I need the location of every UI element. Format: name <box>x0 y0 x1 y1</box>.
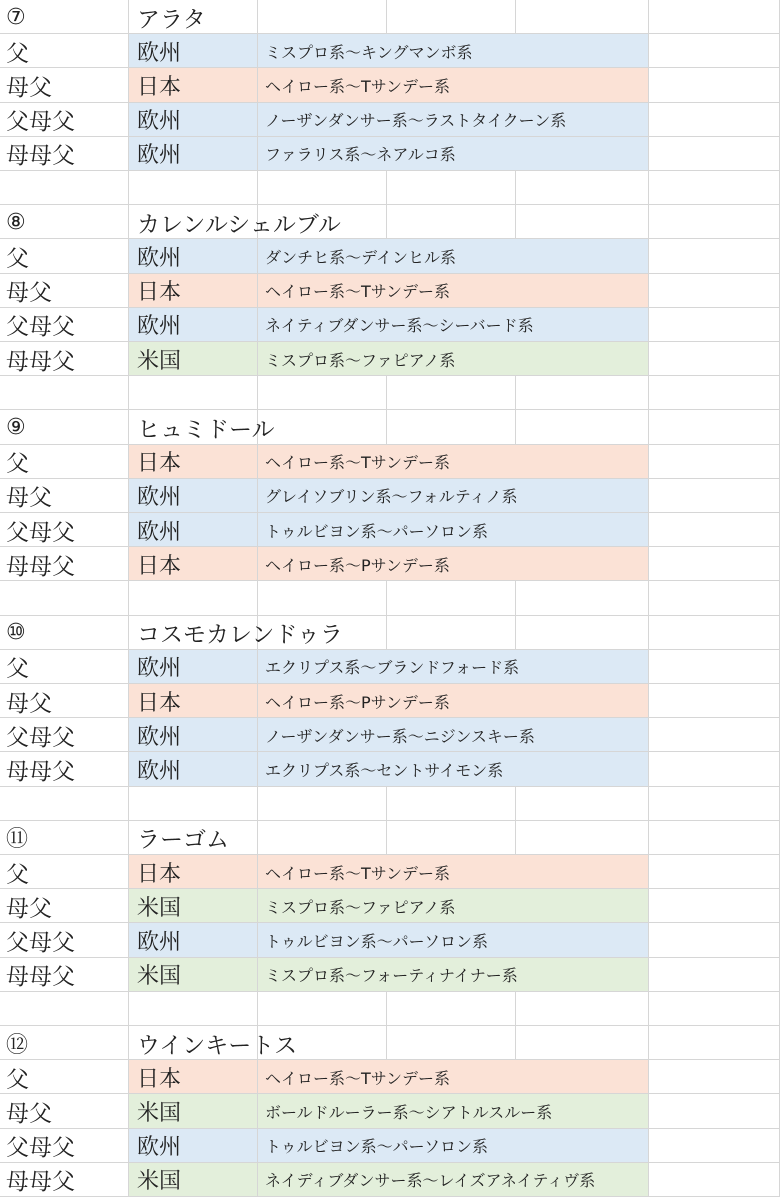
grid-cell[interactable] <box>258 171 387 205</box>
region-label: 欧州 <box>137 245 182 271</box>
grid-cell[interactable] <box>649 581 780 615</box>
pedigree-row <box>0 684 780 718</box>
pedigree-position-label: 父母父 <box>6 1135 75 1162</box>
pedigree-position-label: 母父 <box>6 690 52 717</box>
horse-name: カレンルシェルブル <box>137 211 341 238</box>
region-label: 欧州 <box>137 40 182 66</box>
grid-cell[interactable] <box>387 992 516 1026</box>
pedigree-row <box>0 137 780 171</box>
region-label: 欧州 <box>137 1135 182 1161</box>
grid-line <box>648 923 649 957</box>
region-label: 欧州 <box>137 314 182 340</box>
grid-cell[interactable] <box>516 616 649 650</box>
pedigree-position-label: 母父 <box>6 485 52 512</box>
pedigree-position-label: 父 <box>6 40 29 67</box>
sire-line-text: ミスプロ系～フォーティナイナー系 <box>265 966 518 986</box>
grid-cell[interactable] <box>258 821 387 855</box>
pedigree-position-label: 父 <box>6 451 29 478</box>
grid-cell[interactable] <box>649 547 780 581</box>
horse-number: ⑦ <box>6 4 26 30</box>
grid-cell[interactable] <box>387 1026 516 1060</box>
pedigree-position-label: 父 <box>6 861 29 888</box>
pedigree-row <box>0 650 780 684</box>
region-label: 米国 <box>137 1100 182 1126</box>
spacer-row <box>0 992 780 1026</box>
grid-cell[interactable] <box>258 410 387 444</box>
grid-cell[interactable] <box>516 787 649 821</box>
grid-cell[interactable] <box>387 616 516 650</box>
sire-line-text: ファラリス系～ネアルコ系 <box>265 145 456 165</box>
grid-cell[interactable] <box>516 0 649 34</box>
grid-cell[interactable] <box>258 0 387 34</box>
grid-cell[interactable] <box>387 0 516 34</box>
region-label: 欧州 <box>137 109 182 135</box>
pedigree-row <box>0 923 780 957</box>
pedigree-position-label: 父母父 <box>6 314 75 341</box>
region-label: 米国 <box>137 895 182 921</box>
grid-cell[interactable] <box>516 171 649 205</box>
sire-line-text: ミスプロ系～ファピアノ系 <box>265 897 456 917</box>
grid-line <box>648 1163 649 1197</box>
pedigree-position-label: 母母父 <box>6 1169 75 1196</box>
pedigree-row <box>0 239 780 273</box>
grid-cell[interactable] <box>649 889 780 923</box>
grid-cell[interactable] <box>516 1026 649 1060</box>
grid-cell[interactable] <box>649 479 780 513</box>
grid-cell[interactable] <box>516 376 649 410</box>
sire-line-text: ミスプロ系～キングマンボ系 <box>265 42 473 62</box>
pedigree-position-label: 父母父 <box>6 519 75 546</box>
grid-cell[interactable] <box>516 821 649 855</box>
grid-cell[interactable] <box>258 787 387 821</box>
grid-cell[interactable] <box>649 34 780 68</box>
grid-line <box>648 239 649 273</box>
sire-line-text: ヘイロー系～Pサンデー系 <box>265 555 450 575</box>
pedigree-row <box>0 342 780 376</box>
grid-cell[interactable] <box>258 376 387 410</box>
spacer-row <box>0 376 780 410</box>
pedigree-position-label: 父 <box>6 245 29 272</box>
grid-line <box>648 103 649 137</box>
grid-cell[interactable] <box>0 171 129 205</box>
sire-line-text: ヘイロー系～Tサンデー系 <box>265 453 450 473</box>
pedigree-position-label: 母父 <box>6 895 52 922</box>
grid-cell[interactable] <box>649 1026 780 1060</box>
grid-cell[interactable] <box>649 1094 780 1128</box>
sire-line-text: ボールドルーラー系～シアトルスルー系 <box>265 1102 553 1122</box>
pedigree-position-label: 父母父 <box>6 929 75 956</box>
pedigree-row <box>0 479 780 513</box>
grid-cell[interactable] <box>258 992 387 1026</box>
grid-cell[interactable] <box>649 205 780 239</box>
sire-line-text: グレイソブリン系～フォルティノ系 <box>265 487 518 507</box>
grid-cell[interactable] <box>258 581 387 615</box>
pedigree-position-label: 父母父 <box>6 724 75 751</box>
pedigree-row <box>0 958 780 992</box>
grid-cell[interactable] <box>649 1060 780 1094</box>
pedigree-row <box>0 34 780 68</box>
region-label: 欧州 <box>137 143 182 169</box>
grid-cell[interactable] <box>129 171 258 205</box>
sire-line-text: トゥルビヨン系～パーソロン系 <box>265 521 488 541</box>
grid-cell[interactable] <box>649 137 780 171</box>
grid-cell[interactable] <box>649 684 780 718</box>
grid-line <box>648 445 649 479</box>
grid-line <box>648 547 649 581</box>
pedigree-position-label: 母母父 <box>6 348 75 375</box>
grid-cell[interactable] <box>129 376 258 410</box>
pedigree-row <box>0 1129 780 1163</box>
horse-name: ウインキートス <box>137 1032 298 1059</box>
horse-header-row <box>0 205 780 239</box>
grid-cell[interactable] <box>649 821 780 855</box>
region-label: 欧州 <box>137 519 182 545</box>
horse-name: ラーゴム <box>137 827 229 854</box>
grid-cell[interactable] <box>129 787 258 821</box>
grid-line <box>648 650 649 684</box>
grid-cell[interactable] <box>387 205 516 239</box>
grid-cell[interactable] <box>0 581 129 615</box>
pedigree-row <box>0 1060 780 1094</box>
pedigree-row <box>0 1094 780 1128</box>
grid-line <box>648 752 649 786</box>
grid-line <box>648 889 649 923</box>
pedigree-position-label: 父 <box>6 656 29 683</box>
sire-line-text: ヘイロー系～Tサンデー系 <box>265 863 450 883</box>
grid-cell[interactable] <box>0 992 129 1026</box>
pedigree-row <box>0 308 780 342</box>
grid-line <box>648 308 649 342</box>
grid-line <box>648 1129 649 1163</box>
spacer-row <box>0 171 780 205</box>
pedigree-position-label: 母母父 <box>6 553 75 580</box>
horse-header-row <box>0 1026 780 1060</box>
grid-cell[interactable] <box>516 205 649 239</box>
horse-number: ⑫ <box>6 1032 29 1058</box>
horse-number: ⑧ <box>6 209 26 235</box>
pedigree-position-label: 母父 <box>6 280 52 307</box>
pedigree-position-label: 母母父 <box>6 143 75 170</box>
region-label: 米国 <box>137 1169 182 1195</box>
region-label: 米国 <box>137 964 182 990</box>
region-label: 米国 <box>137 348 182 374</box>
grid-line <box>648 855 649 889</box>
sire-line-text: ネイティブダンサー系～シーバード系 <box>265 316 534 336</box>
grid-cell[interactable] <box>649 992 780 1026</box>
grid-cell[interactable] <box>649 376 780 410</box>
pedigree-row <box>0 103 780 137</box>
grid-cell[interactable] <box>516 992 649 1026</box>
grid-cell[interactable] <box>649 958 780 992</box>
grid-cell[interactable] <box>387 787 516 821</box>
horse-header-row <box>0 0 780 34</box>
horse-number: ⑩ <box>6 620 26 646</box>
region-label: 日本 <box>137 451 182 477</box>
grid-cell[interactable] <box>649 274 780 308</box>
pedigree-row <box>0 547 780 581</box>
region-label: 欧州 <box>137 758 182 784</box>
grid-cell[interactable] <box>129 992 258 1026</box>
horse-header-row <box>0 616 780 650</box>
grid-cell[interactable] <box>649 171 780 205</box>
horse-number: ⑪ <box>6 827 29 853</box>
sire-line-text: ミスプロ系～ファピアノ系 <box>265 350 456 370</box>
region-label: 欧州 <box>137 724 182 750</box>
pedigree-position-label: 父 <box>6 1066 29 1093</box>
grid-line <box>648 34 649 68</box>
grid-line <box>648 718 649 752</box>
horse-name: アラタ <box>137 6 206 33</box>
grid-cell[interactable] <box>649 239 780 273</box>
grid-cell[interactable] <box>387 410 516 444</box>
region-label: 欧州 <box>137 485 182 511</box>
grid-cell[interactable] <box>649 616 780 650</box>
grid-cell[interactable] <box>649 855 780 889</box>
grid-cell[interactable] <box>649 718 780 752</box>
region-label: 日本 <box>137 1066 182 1092</box>
grid-cell[interactable] <box>649 1129 780 1163</box>
grid-cell[interactable] <box>649 410 780 444</box>
grid-line <box>648 684 649 718</box>
grid-cell[interactable] <box>516 410 649 444</box>
sire-line-text: ノーザンダンサー系～ラストタイクーン系 <box>265 111 567 131</box>
sire-line-text: トゥルビヨン系～パーソロン系 <box>265 931 488 951</box>
pedigree-position-label: 母父 <box>6 74 52 101</box>
sire-line-text: ヘイロー系～Pサンデー系 <box>265 692 450 712</box>
grid-line <box>648 137 649 171</box>
pedigree-row <box>0 718 780 752</box>
sire-line-text: ダンチヒ系～デインヒル系 <box>265 247 457 267</box>
region-label: 欧州 <box>137 656 182 682</box>
grid-cell[interactable] <box>387 581 516 615</box>
region-label: 日本 <box>137 861 182 887</box>
grid-line <box>648 479 649 513</box>
sire-line-text: エクリプス系～セントサイモン系 <box>265 760 504 780</box>
grid-cell[interactable] <box>129 581 258 615</box>
grid-cell[interactable] <box>516 581 649 615</box>
grid-cell[interactable] <box>649 923 780 957</box>
grid-cell[interactable] <box>387 171 516 205</box>
sire-line-text: ヘイロー系～Tサンデー系 <box>265 282 450 302</box>
grid-cell[interactable] <box>0 376 129 410</box>
grid-cell[interactable] <box>649 0 780 34</box>
pedigree-row <box>0 752 780 786</box>
pedigree-row <box>0 513 780 547</box>
pedigree-row <box>0 274 780 308</box>
grid-cell[interactable] <box>387 821 516 855</box>
horse-name: コスモカレンドゥラ <box>137 622 343 649</box>
grid-line <box>648 1060 649 1094</box>
pedigree-row <box>0 68 780 102</box>
horse-name: ヒュミドール <box>137 416 275 443</box>
grid-cell[interactable] <box>649 1163 780 1197</box>
grid-line <box>648 1094 649 1128</box>
grid-cell[interactable] <box>649 445 780 479</box>
sire-line-text: エクリプス系～ブランドフォード系 <box>265 658 520 678</box>
sire-line-text: ノーザンダンサー系～ニジンスキー系 <box>265 726 535 746</box>
grid-cell[interactable] <box>649 650 780 684</box>
grid-cell[interactable] <box>387 376 516 410</box>
grid-cell[interactable] <box>649 308 780 342</box>
pedigree-row <box>0 889 780 923</box>
region-label: 日本 <box>137 74 182 100</box>
grid-line <box>648 513 649 547</box>
grid-cell[interactable] <box>649 513 780 547</box>
grid-line <box>648 958 649 992</box>
region-label: 欧州 <box>137 929 182 955</box>
grid-line <box>648 68 649 102</box>
pedigree-row <box>0 1163 780 1197</box>
horse-number: ⑨ <box>6 414 26 440</box>
sire-line-text: ヘイロー系～Tサンデー系 <box>265 1068 450 1088</box>
region-label: 日本 <box>137 553 182 579</box>
grid-cell[interactable] <box>649 752 780 786</box>
grid-cell[interactable] <box>0 787 129 821</box>
spacer-row <box>0 581 780 615</box>
grid-cell[interactable] <box>649 68 780 102</box>
region-label: 日本 <box>137 280 182 306</box>
grid-cell[interactable] <box>649 787 780 821</box>
pedigree-row <box>0 855 780 889</box>
grid-line <box>648 274 649 308</box>
pedigree-position-label: 父母父 <box>6 109 75 136</box>
spacer-row <box>0 787 780 821</box>
grid-cell[interactable] <box>649 342 780 376</box>
grid-line <box>648 342 649 376</box>
sire-line-text: ヘイロー系～Tサンデー系 <box>265 76 450 96</box>
pedigree-row <box>0 445 780 479</box>
horse-header-row <box>0 410 780 444</box>
pedigree-position-label: 母父 <box>6 1100 52 1127</box>
pedigree-position-label: 母母父 <box>6 758 75 785</box>
sire-line-text: ネイディブダンサー系～レイズアネイティヴ系 <box>265 1171 596 1191</box>
region-label: 日本 <box>137 690 182 716</box>
grid-cell[interactable] <box>649 103 780 137</box>
horse-header-row <box>0 821 780 855</box>
pedigree-position-label: 母母父 <box>6 964 75 991</box>
sire-line-text: トゥルビヨン系～パーソロン系 <box>265 1137 488 1157</box>
